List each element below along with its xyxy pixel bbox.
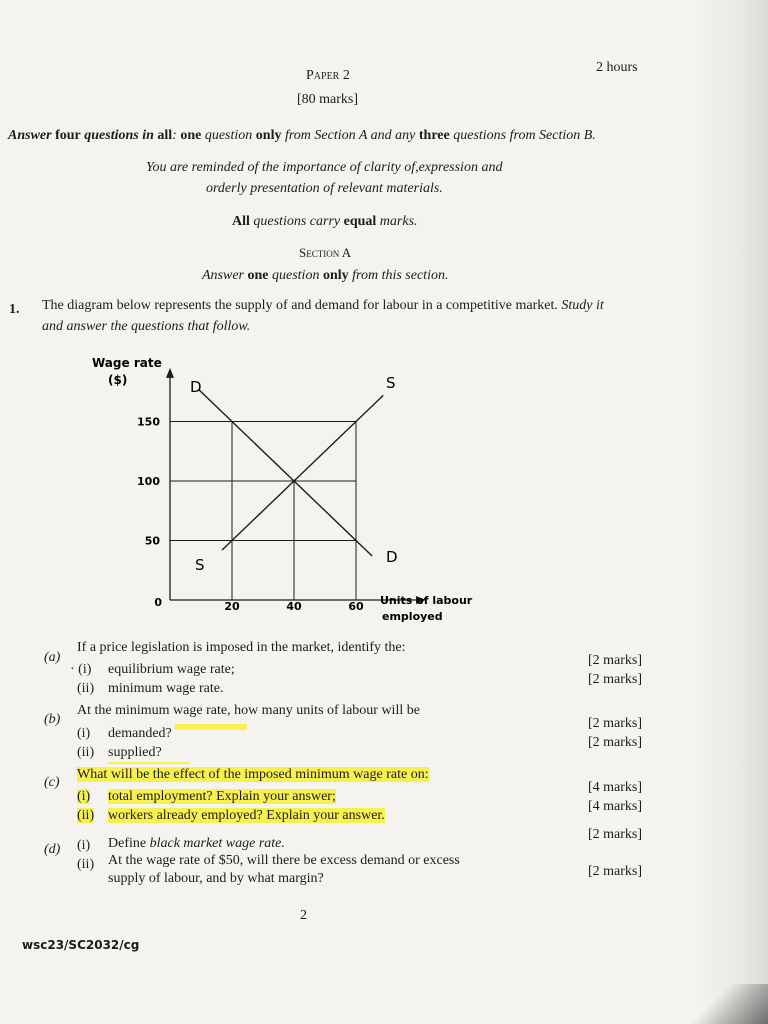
equal-marks-note: All questions carry equal marks. (232, 214, 418, 229)
part-c-ii-marks: [4 marks] (588, 799, 643, 814)
supply-label-top: S (386, 374, 396, 392)
y-tick-label-50: 50 (144, 534, 160, 548)
part-b-i-text: demanded? (108, 726, 172, 741)
total-marks: [80 marks] (297, 92, 359, 107)
question-number: 1. (9, 302, 20, 317)
y-tick-label-100: 100 (137, 475, 160, 488)
part-a-ii-text: minimum wage rate. (108, 681, 224, 696)
highlight-underline (108, 762, 190, 764)
corner-shadow (678, 984, 768, 1024)
part-a-label: (a) (44, 650, 61, 665)
section-instruction: Answer one question only from this section. (202, 268, 449, 283)
part-b-ii-text: supplied? (108, 745, 162, 760)
part-d-ii-text-2: supply of labour, and by what margin? (108, 871, 324, 886)
part-b-label: (b) (44, 712, 61, 727)
part-c-i-label: (i) (77, 789, 91, 804)
supply-line (222, 395, 383, 550)
part-d-label: (d) (44, 842, 61, 857)
part-a-ii-label: (ii) (77, 681, 95, 696)
part-b-ii-marks: [2 marks] (588, 735, 643, 750)
part-d-ii-text-1: At the wage rate of $50, will there be excess demand or excess (108, 853, 460, 868)
part-d-i-marks: [2 marks] (588, 827, 643, 842)
part-c-ii-text: workers already employed? Explain your answer. (108, 808, 385, 823)
part-a-stem: If a price legislation is imposed in the market, identify the: (77, 640, 406, 655)
part-a-ii-marks: [2 marks] (588, 672, 643, 687)
page-number: 2 (300, 908, 307, 923)
part-b-i-marks: [2 marks] (588, 716, 643, 731)
section-title: Section A (299, 245, 352, 260)
part-a-i-label: · (i) (70, 662, 92, 677)
highlight-mark (175, 724, 247, 730)
x-tick-label-60: 60 (348, 600, 364, 613)
part-a-i-marks: [2 marks] (588, 653, 643, 668)
clarity-reminder-line-1: You are reminded of the importance of clarity of,expression and (146, 160, 503, 175)
general-instruction: Answer four questions in all: one question only from Section A and any three questions from Section B. (8, 128, 596, 143)
demand-line (199, 389, 373, 556)
part-c-i-text: total employment? Explain your answer; (108, 789, 336, 804)
x-axis-label-2: employed (382, 610, 443, 623)
y-axis-label: Wage rate (92, 356, 162, 370)
supply-label-bottom: S (195, 556, 205, 574)
x-tick-label-40: 40 (286, 600, 302, 613)
question-intro-line-2: and answer the questions that follow. (42, 319, 251, 334)
part-c-stem: What will be the effect of the imposed minimum wage rate on: (77, 767, 429, 782)
part-b-stem: At the minimum wage rate, how many units of labour will be (77, 703, 420, 718)
origin-label: 0 (154, 596, 162, 609)
part-d-ii-marks: [2 marks] (588, 864, 643, 879)
part-c-ii-label: (ii) (77, 808, 95, 823)
part-a-i-text: equilibrium wage rate; (108, 662, 235, 677)
document-code: wsc23/SC2032/cg (22, 938, 140, 952)
y-tick-label-150: 150 (137, 415, 160, 429)
question-intro-line-1: The diagram below represents the supply of and demand for labour in a competitive market. Study it (42, 298, 604, 313)
y-axis-unit: ($) (108, 373, 128, 387)
part-b-ii-label: (ii) (77, 745, 95, 760)
y-axis-arrow (166, 368, 174, 378)
x-tick-label-20: 20 (224, 600, 240, 613)
paper-title: Paper 2 (306, 68, 350, 83)
demand-label-bottom: D (386, 548, 398, 566)
part-d-ii-label: (ii) (77, 857, 95, 872)
duration: 2 hours (596, 60, 638, 75)
part-c-label: (c) (44, 775, 60, 790)
clarity-reminder-line-2: orderly presentation of relevant materials. (206, 181, 443, 196)
part-d-i-label: (i) (77, 838, 91, 853)
demand-label-top: D (190, 378, 202, 396)
part-c-i-marks: [4 marks] (588, 780, 643, 795)
part-b-i-label: (i) (77, 726, 91, 741)
x-axis-label: Units of labour (380, 594, 473, 607)
part-d-i-text: Define black market wage rate. (108, 836, 285, 851)
